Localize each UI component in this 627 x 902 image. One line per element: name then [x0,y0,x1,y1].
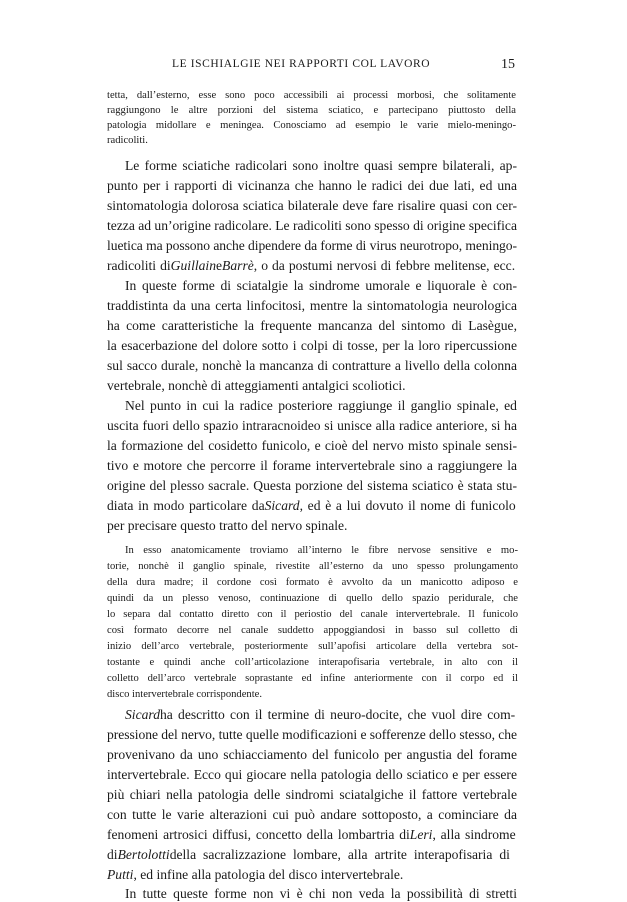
text-run: Le forme sciatiche radicolari sono inoltre quasi sempre bilaterali, ap- [125,158,517,173]
text-run: , ed è a lui dovuto il nome di funicolo [299,498,516,513]
text-run: origine del plesso sacrale. Questa porzione del sistema sciatico è stata stu- [107,478,517,493]
line-content [107,673,518,684]
text-run: lo separa dal contatto diretto con il periostio del canale intervertebrale. Il funicolo [107,609,518,620]
text-run: ha descritto con il termine di neuro-docite, che vuol dire com- [160,707,516,722]
text-run: luetica ma possono anche dipendere da forme di virus neurotropo, meningo- [107,238,517,253]
line-content [107,258,515,274]
text-run: , ed infine alla patologia del disco intervertebrale. [133,867,404,882]
line-content [107,458,517,474]
text-run: , o da postumi nervosi di febbre melitense, ecc. [253,258,516,273]
line-content [107,378,406,394]
line-content [107,561,518,572]
line-content [107,135,148,146]
text-run: e [216,258,223,273]
text-run: tetta, dall’esterno, esse sono poco accessibili ai processi morbosi, che solitamente [107,90,516,101]
text-run: con tutte le varie alterazioni cui può andare sottoposto, a cominciare da [107,807,517,822]
line-content [107,625,518,636]
text-run: sintomatologia dolorosa sciatica bilaterale deve fare risalire quasi con cer- [107,198,517,213]
text-run: quindi da un plesso venoso, continuazione di quello dello spazio peridurale, che [107,593,518,604]
text-run: fenomeni artrosici diffusi, concetto della lombartria di [107,827,410,842]
line-content [107,727,517,743]
line-content [107,178,517,194]
line-content [107,577,518,588]
text-run: intervertebrale. Ecco qui giocare nella patologia dello sciatico e per essere [107,767,517,782]
text-run: raggiungono le altre porzioni del sistema sciatico, e partecipano piuttosto della [107,105,516,116]
line-content [107,438,517,454]
italic-name: Sicard [125,707,160,722]
line-content [107,198,517,214]
line-content [107,358,517,374]
running-header [0,58,627,78]
text-run: per precisare questo tratto del nervo spinale. [107,518,348,533]
text-run: In esso anatomicamente troviamo all’interno le fibre nervose sensitive e mo- [125,545,518,556]
line-content [107,105,516,116]
line-content [125,398,517,414]
line-content [107,747,517,763]
text-run: tezza ad un’origine radicolare. Le radicoliti sono spesso di origine specifica [107,218,517,233]
line-content [107,609,518,620]
line-content [107,498,516,514]
text-run: sul sacco durale, nonchè la mancanza di contratture a livello della colonna [107,358,517,373]
text-run: tostante e quindi anche coll’articolazione interapofisaria vertebrale, in alto con il [107,657,518,668]
line-content [125,707,515,723]
line-content [107,218,517,234]
line-content [107,318,517,334]
line-content [107,90,516,101]
line-content [107,298,517,314]
line-content [107,641,518,652]
text-run: radicoliti di [107,258,171,273]
italic-name: Putti [107,867,134,882]
text-run: ha come caratteristiche la frequente mancanza del sintomo di Lasègue, [107,318,517,333]
text-run: diata in modo particolare da [107,498,265,513]
text-run: In tutte queste forme non vi è chi non veda la possibilità di stretti [125,886,517,901]
text-run: radicoliti. [107,135,148,146]
line-content [125,158,517,174]
line-content [107,418,517,434]
text-run: punto per i rapporti di vicinanza che hanno le radici dei due lati, ed una [107,178,517,193]
line-content [107,689,262,700]
italic-name: Guillain [170,258,216,273]
line-content [107,518,347,534]
line-content [107,867,403,883]
text-run: Nel punto in cui la radice posteriore raggiunge il ganglio spinale, ed [125,398,517,413]
text-run: pressione del nervo, tutte quelle modificazioni e sofferenze dello stesso, che [107,727,518,742]
text-run: inizio dell’arco vertebrale, posteriormente sull’apofisi articolare della vertebra sot- [107,641,518,652]
text-run: della sacralizzazione lombare, alla artrite interapofisaria di [169,847,510,862]
text-run: vertebrale, nonchè di atteggiamenti antalgici scoliotici. [107,378,406,393]
text-run: la formazione del cosidetto funicolo, e cioè del nervo misto spinale sensi- [107,438,517,453]
line-content [107,238,517,254]
line-content [107,767,517,783]
line-content [107,827,516,843]
italic-name: Sicard [264,498,300,513]
text-run: torie, nonchè il ganglio spinale, rivestite all’esterno da uno spesso prolungamento [107,561,518,572]
line-content [125,278,517,294]
line-content [107,807,517,823]
line-content [107,657,518,668]
line-content [107,338,517,354]
text-run: tivo e motore che percorre il forame intervertebrale sino a raggiungere la [107,458,517,473]
text-run: , alla sindrome [432,827,516,842]
line-content [107,847,510,863]
line-content [107,478,517,494]
text-run: provenivano da uno schiacciamento del funicolo per angustia del forame [107,747,517,762]
line-content [107,120,516,131]
text-run: uscita fuori dello spazio intraracnoideo si unisce alla radice anteriore, si ha [107,418,518,433]
text-run: la esacerbazione del dolore sotto i colpi di tosse, per la loro ripercussione [107,338,517,353]
italic-name: Bertolotti [117,847,170,862]
line-content [107,787,517,803]
line-content [107,593,518,604]
text-run: così formato decorre nel canale suddetto appoggiandosi in basso sul colletto di [107,625,518,636]
text-run: In queste forme di sciatalgie la sindrome umorale e liquorale è con- [125,278,517,293]
text-run: di [107,847,118,862]
italic-name: Barrè [222,258,254,273]
text-run: traddistinta da una certa linfocitosi, mentre la sintomatologia neurologica [107,298,517,313]
text-run: disco intervertebrale corrispondente. [107,689,263,700]
italic-name: Leri [409,827,433,842]
line-content [125,545,518,556]
running-title: LE ISCHIALGIE NEI RAPPORTI COL LAVORO [172,58,431,70]
text-run: più chiari nella patologia delle sindromi sciatalgiche il fattore vertebrale [107,787,517,802]
page-number: 15 [501,57,515,72]
text-run: patologia midollare e meningea. Conosciamo ad esempio le varie mielo-meningo- [107,120,516,131]
text-run: colletto dell’arco vertebrale soprastante ed infine anteriormente con il corpo ed il [107,673,518,684]
text-run: della dura madre; il cordone così formato è avvolto da un manicotto adiposo e [107,577,518,588]
